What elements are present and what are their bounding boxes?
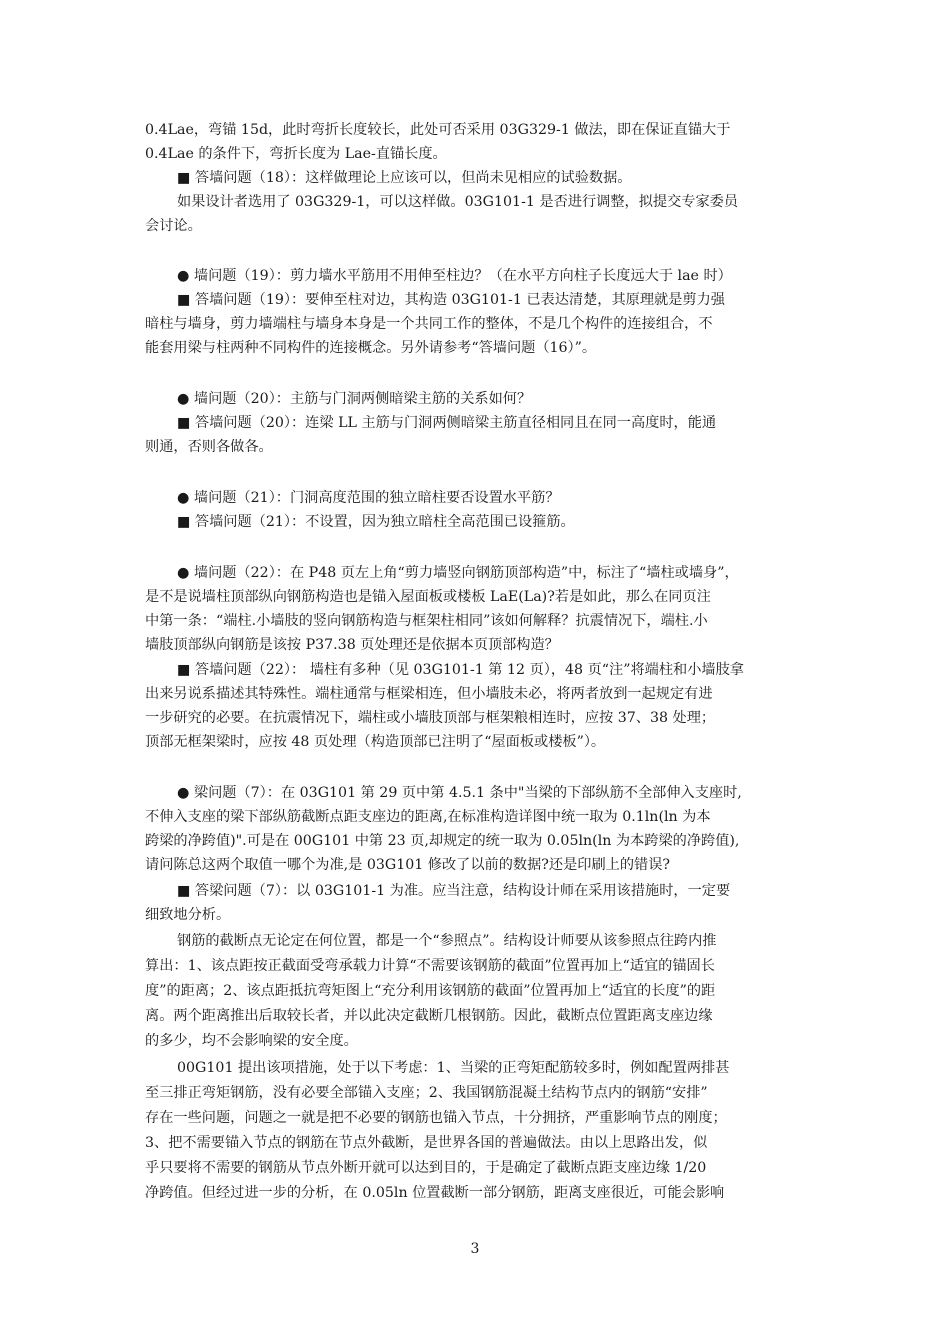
text-line: 至三排正弯矩钢筋，没有必要全部锚入支座；2、我国钢筋混凝土结构节点内的钢筋“安排” <box>145 1085 708 1101</box>
text-line: ● 墙问题（21）：门洞高度范围的独立暗柱要否设置水平筋？ <box>177 490 560 506</box>
text-line: ● 梁问题（7）：在 03G101 第 29 页中第 4.5.1 条中"当梁的下部纵筋不全部伸入支座时, <box>177 785 742 801</box>
page-number: 3 <box>470 1241 480 1257</box>
text-line: 的多少，均不会影响梁的安全度。 <box>145 1033 358 1049</box>
text-line: 净跨值。但经过进一步的分析，在 0.05ln 位置截断一部分钢筋，距离支座很近，可能会影响 <box>145 1185 725 1201</box>
text-line: 0.4Lae 的条件下，弯折长度为 Lae-直锚长度。 <box>145 146 447 162</box>
text-line: 会讨论。 <box>145 218 202 234</box>
text-line: 一步研究的必要。在抗震情况下，端柱或小墙肢顶部与框架粮相连时，应按 37、38 处理； <box>145 710 716 726</box>
text-line: 中第一条：“端柱.小墙肢的竖向钢筋构造与框架柱相同”该如何解释？抗震情况下，端柱.小 <box>145 613 708 629</box>
text-line: ■ 答墙问题（21）：不设置，因为独立暗柱全高范围已设箍筋。 <box>177 514 575 530</box>
text-line: 则通，否则各做各。 <box>145 439 273 455</box>
text-line: 度”的距离；2、该点距抵抗弯矩图上“充分利用该钢筋的截面”位置再加上“适宜的长度”的距 <box>145 983 716 999</box>
text-line: 0.4Lae，弯锚 15d，此时弯折长度较长，此处可否采用 03G329-1 做法，即在保证直锚大于 <box>145 122 731 138</box>
text-line: ■ 答墙问题（22）： 墙柱有多种（见 03G101-1 第 12 页），48 页“注”将端柱和小墙肢拿 <box>177 662 744 678</box>
text-line: 存在一些问题，问题之一就是把不必要的钢筋也锚入节点，十分拥挤，严重影响节点的刚度； <box>145 1110 727 1126</box>
text-line: ■ 答墙问题（20）：连梁 LL 主筋与门洞两侧暗梁主筋直径相同且在同一高度时，能通 <box>177 415 717 431</box>
text-line: ■ 答梁问题（7）：以 03G101-1 为准。应当注意，结构设计师在采用该措施时，一定要 <box>177 883 731 899</box>
text-line: 00G101 提出该项措施，处于以下考虑：1、当梁的正弯矩配筋较多时，例如配置两排甚 <box>177 1060 730 1076</box>
text-line: 是不是说墙柱顶部纵向钢筋构造也是锚入屋面板或楼板 LaE(La)?若是如此，那么在同页注 <box>145 589 711 605</box>
text-line: 出来另说系描述其特殊性。端柱通常与框梁相连，但小墙肢未必，将两者放到一起规定有进 <box>145 686 713 702</box>
text-line: 细致地分析。 <box>145 907 231 923</box>
text-line: 3、把不需要锚入节点的钢筋在节点外截断，是世界各国的普遍做法。由以上思路出发，似 <box>145 1135 708 1151</box>
text-line: 请问陈总这两个取值一哪个为准,是 03G101 修改了以前的数据?还是印刷上的错误? <box>145 857 671 873</box>
text-line: ● 墙问题（19）：剪力墙水平筋用不用伸至柱边？（在水平方向柱子长度远大于 lae 时） <box>177 268 732 284</box>
text-line: ■ 答墙问题（18）：这样做理论上应该可以，但尚未见相应的试验数据。 <box>177 170 632 186</box>
text-line: 能套用梁与柱两种不同构件的连接概念。另外请参考“答墙问题（16）”。 <box>145 340 597 356</box>
text-line: 离。两个距离推出后取较长者，并以此决定截断几根钢筋。因此，截断点位置距离支座边缘 <box>145 1008 713 1024</box>
text-line: 乎只要将不需要的钢筋从节点外断开就可以达到目的，于是确定了截断点距支座边缘 1/20 <box>145 1160 707 1176</box>
text-line: ● 墙问题（22）：在 P48 页左上角“剪力墙竖向钢筋顶部构造”中，标注了“墙柱或墙身”， <box>177 565 739 581</box>
text-line: ● 墙问题（20）：主筋与门洞两侧暗梁主筋的关系如何？ <box>177 391 532 407</box>
text-line: 顶部无框架梁时，应按 48 页处理（构造顶部已注明了“屋面板或楼板”）。 <box>145 734 606 750</box>
text-line: 不伸入支座的梁下部纵筋截断点距支座边的距离,在标准构造详图中统一取为 0.1ln(ln 为本 <box>145 809 711 825</box>
text-line: ■ 答墙问题（19）：要伸至柱对边，其构造 03G101-1 已表达清楚，其原理就是剪力强 <box>177 292 725 308</box>
text-line: 墙肢顶部纵向钢筋是该按 P37.38 页处理还是依据本页顶部构造？ <box>145 637 559 653</box>
text-line: 跨梁的净跨值)".可是在 00G101 中第 23 页,却规定的统一取为 0.05ln(ln 为本跨梁的净跨值), <box>145 833 740 849</box>
text-line: 算出：1、该点距按正截面受弯承载力计算“不需要该钢筋的截面”位置再加上“适宜的锚固长 <box>145 958 715 974</box>
text-line: 钢筋的截断点无论定在何位置，都是一个“参照点”。结构设计师要从该参照点往跨内推 <box>177 933 717 949</box>
text-line: 暗柱与墙身，剪力墙端柱与墙身本身是一个共同工作的整体，不是几个构件的连接组合，不 <box>145 316 713 332</box>
text-line: 如果设计者选用了 03G329-1，可以这样做。03G101-1 是否进行调整，拟提交专家委员 <box>177 194 739 210</box>
